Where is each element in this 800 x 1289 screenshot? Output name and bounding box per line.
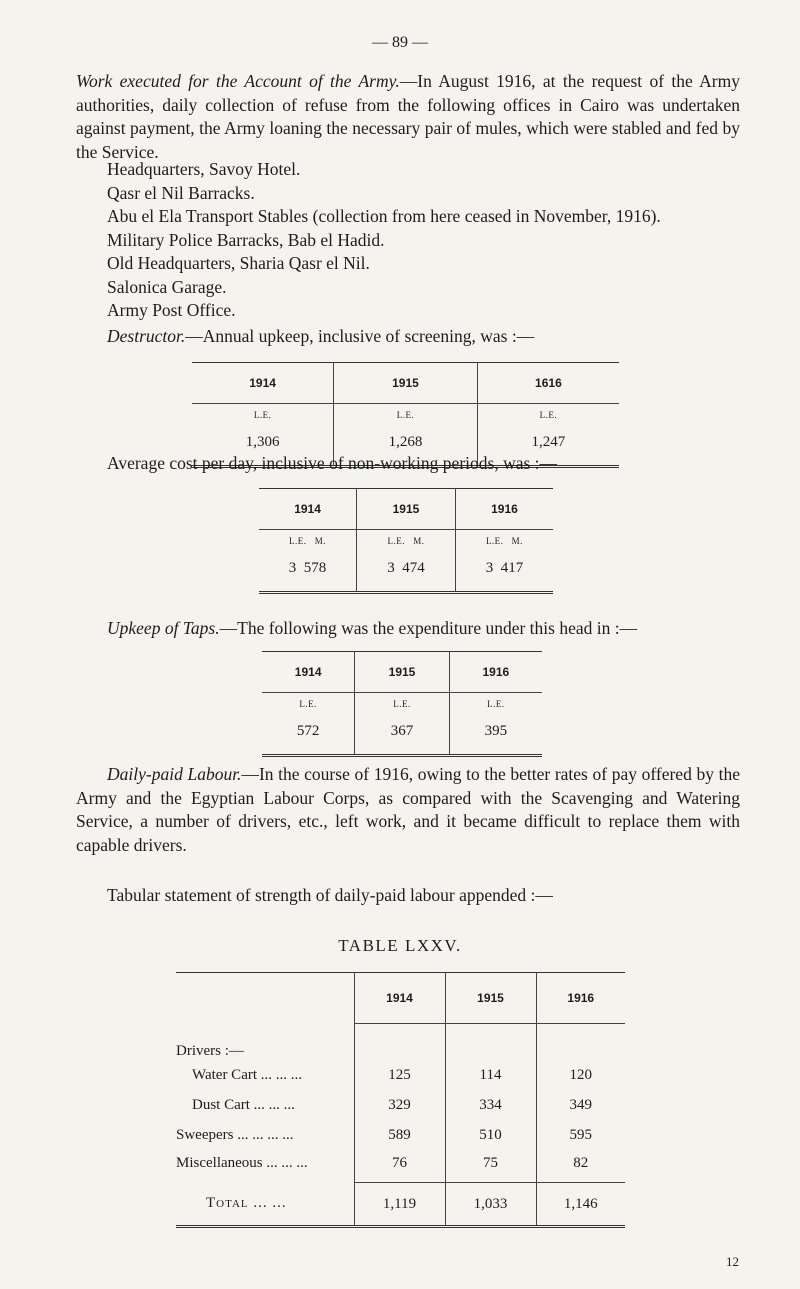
year-header: 1915: [445, 973, 536, 1024]
table-cell: 3 474: [357, 559, 456, 593]
year-header: 1914: [262, 652, 355, 693]
folio-number: 12: [726, 1254, 739, 1269]
office-list: [107, 158, 661, 323]
table-cell: 3 417: [455, 559, 553, 593]
taps-heading: Upkeep of Taps.: [107, 618, 220, 638]
destructor-heading: Destructor.: [107, 326, 186, 346]
group-label: Drivers :—: [176, 1042, 244, 1059]
year-header: 1915: [355, 652, 449, 693]
labour-heading: Daily-paid Labour.: [107, 764, 242, 784]
average-paragraph: Average cost per day, inclusive of non-working periods, was :—: [107, 453, 558, 473]
year-header: 1616: [477, 363, 619, 404]
row-label: Water Cart ... ... ...: [192, 1067, 303, 1083]
table-cell: 510: [445, 1121, 536, 1151]
table-cell: 76: [354, 1151, 445, 1183]
table-cell: 125: [354, 1061, 445, 1091]
unit-label: L.E.: [355, 693, 449, 723]
total-cell: 1,033: [445, 1183, 536, 1227]
intro-text: —In August 1916, at the request of the Army authorities, daily collection of refuse from the following offices in Cairo was undertaken against payment, the Army loaning the necessary pair of mules, which were stabled and fed by the Service.: [76, 71, 740, 162]
taps-paragraph: [107, 617, 740, 641]
unit-label: L.E.: [253, 410, 272, 420]
table-cell: 589: [354, 1121, 445, 1151]
labour-text: —In the course of 1916, owing to the better rates of pay offered by the Army and the Egyptian Labour Corps, as compared with the Scavenging and Watering Service, a number of drivers, etc., left work, and it became difficult to replace them with capable drivers.: [76, 764, 740, 855]
table-cell: 595: [536, 1121, 625, 1151]
table-cell: 1,306: [245, 434, 280, 450]
table-cell: 1,247: [477, 433, 619, 467]
taps-table: [262, 651, 542, 757]
office-item: Abu el Ela Transport Stables (collection from here ceased in November, 1916).: [107, 206, 661, 226]
total-cell: 1,119: [354, 1183, 445, 1227]
table-cell: 82: [536, 1151, 625, 1183]
total-cell: 1,146: [536, 1183, 625, 1227]
table-cell: 120: [536, 1061, 625, 1091]
table-cell: 334: [445, 1091, 536, 1121]
year-header: 1914: [354, 973, 445, 1024]
office-item: Salonica Garage.: [107, 276, 227, 297]
unit-label: L.E.: [477, 404, 619, 434]
unit-label: L.E.: [299, 699, 317, 709]
unit-label: L.E.: [334, 404, 478, 434]
table-cell: 329: [354, 1091, 445, 1121]
destructor-paragraph: [107, 325, 740, 349]
intro-heading: Work executed for the Account of the Army.: [76, 71, 400, 91]
table-title: TABLE LXXV.: [338, 936, 462, 955]
unit-label: L.E.: [449, 693, 542, 723]
row-label: Dust Cart ... ... ...: [192, 1097, 295, 1113]
total-label: Total ... ...: [206, 1195, 287, 1212]
row-label: Miscellaneous ... ... ...: [176, 1154, 308, 1171]
year-header: 1914: [192, 363, 334, 404]
table-cell: 1,268: [334, 433, 478, 467]
table-cell: 3 578: [288, 560, 327, 576]
year-header: 1916: [536, 973, 625, 1024]
office-item: Headquarters, Savoy Hotel.: [107, 159, 301, 179]
stub-header: [176, 973, 354, 1024]
year-header: 1915: [334, 363, 478, 404]
unit-label: L.E. M.: [455, 530, 553, 560]
office-item: Qasr el Nil Barracks.: [107, 182, 255, 203]
year-header: 1915: [357, 489, 456, 530]
year-header: 1916: [449, 652, 542, 693]
destructor-text: —Annual upkeep, inclusive of screening, was :—: [185, 326, 535, 346]
row-label: Sweepers ... ... ... ...: [176, 1127, 294, 1143]
table-cell: 114: [445, 1061, 536, 1091]
tabular-paragraph: Tabular statement of strength of daily-paid labour appended :—: [107, 885, 553, 905]
table-cell: 367: [355, 722, 449, 756]
table-cell: 75: [445, 1151, 536, 1183]
office-item: Military Police Barracks, Bab el Hadid.: [107, 229, 385, 250]
unit-label: L.E. M.: [289, 536, 327, 546]
page-number: — 89 —: [372, 34, 428, 51]
unit-label: L.E. M.: [357, 530, 456, 560]
year-header: 1916: [455, 489, 553, 530]
table-cell: 395: [449, 722, 542, 756]
intro-paragraph: [76, 70, 740, 164]
office-item: Old Headquarters, Sharia Qasr el Nil.: [107, 253, 370, 273]
labour-paragraph: [76, 763, 740, 857]
year-header: 1914: [259, 489, 357, 530]
table-cell: 349: [536, 1091, 625, 1121]
taps-text: —The following was the expenditure under this head in :—: [219, 618, 638, 638]
average-cost-table: [259, 488, 553, 594]
labour-table: [176, 972, 625, 1228]
office-item: Army Post Office.: [107, 300, 236, 320]
table-cell: 572: [296, 723, 320, 739]
